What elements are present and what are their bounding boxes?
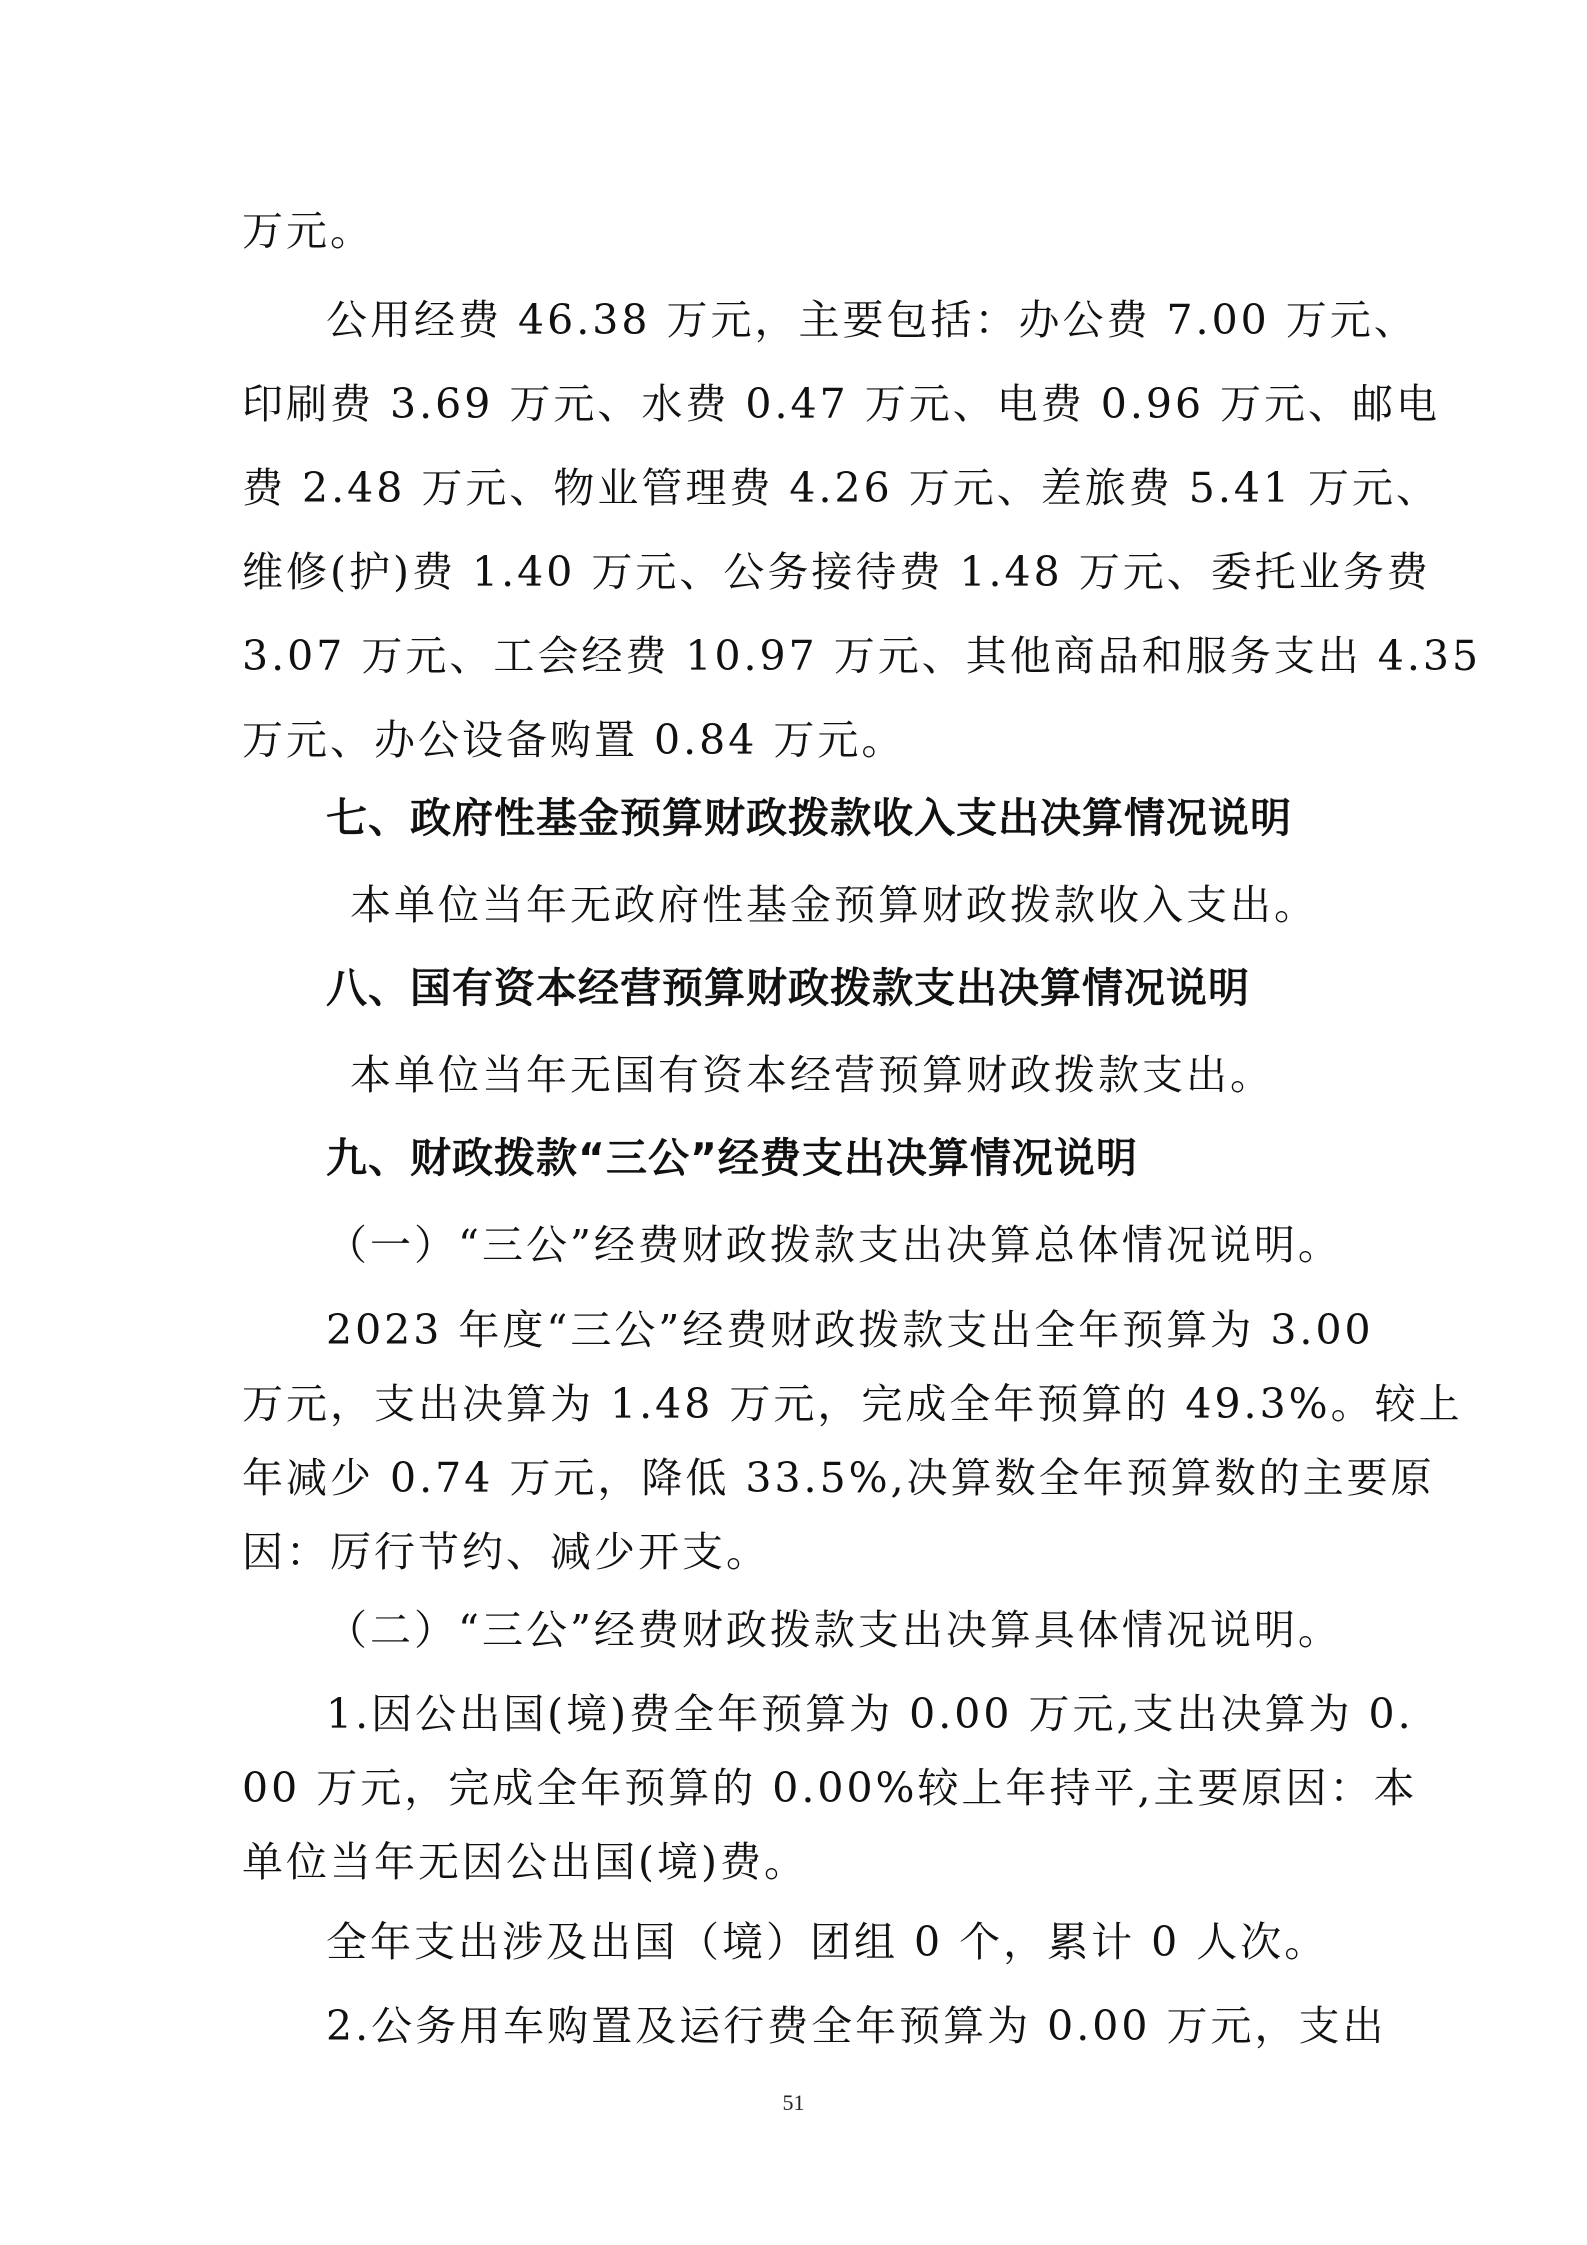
text-line-16: 年减少 0.74 万元，降低 33.5%,决算数全年预算数的主要原 [242,1454,1435,1502]
text-line-19: 1.因公出国(境)费全年预算为 0.00 万元,支出决算为 0. [326,1690,1414,1738]
text-line-11: 本单位当年无国有资本经营预算财政拨款支出。 [350,1051,1274,1099]
text-line-5: 维修(护)费 1.40 万元、公务接待费 1.48 万元、委托业务费 [242,548,1431,596]
text-line-15: 万元，支出决算为 1.48 万元，完成全年预算的 49.3%。较上 [242,1380,1463,1428]
text-line-23: 2.公务用车购置及运行费全年预算为 0.00 万元，支出 [326,2002,1387,2050]
subsection-heading-1: （一）“三公”经费财政拨款支出决算总体情况说明。 [326,1221,1342,1269]
text-line-9: 本单位当年无政府性基金预算财政拨款收入支出。 [350,881,1318,929]
page-number: 51 [782,2090,805,2115]
section-heading-8: 八、国有资本经营预算财政拨款支出决算情况说明 [326,964,1250,1012]
text-line-20: 00 万元，完成全年预算的 0.00%较上年持平,主要原因：本 [242,1764,1418,1812]
text-line-1: 万元。 [242,207,374,255]
text-line-21: 单位当年无因公出国(境)费。 [242,1838,808,1886]
subsection-heading-2: （二）“三公”经费财政拨款支出决算具体情况说明。 [326,1606,1342,1654]
text-line-14: 2023 年度“三公”经费财政拨款支出全年预算为 3.00 [326,1306,1374,1354]
text-line-3: 印刷费 3.69 万元、水费 0.47 万元、电费 0.96 万元、邮电 [242,380,1441,428]
text-line-4: 费 2.48 万元、物业管理费 4.26 万元、差旅费 5.41 万元、 [242,464,1441,512]
section-heading-7: 七、政府性基金预算财政拨款收入支出决算情况说明 [326,794,1292,842]
text-line-22: 全年支出涉及出国（境）团组 0 个，累计 0 人次。 [326,1918,1329,1966]
text-line-17: 因：厉行节约、减少开支。 [242,1528,770,1576]
section-heading-9: 九、财政拨款“三公”经费支出决算情况说明 [326,1134,1138,1182]
text-line-2: 公用经费 46.38 万元，主要包括：办公费 7.00 万元、 [326,296,1418,344]
text-line-7: 万元、办公设备购置 0.84 万元。 [242,716,906,764]
text-line-6: 3.07 万元、工会经费 10.97 万元、其他商品和服务支出 4.35 [242,632,1482,680]
